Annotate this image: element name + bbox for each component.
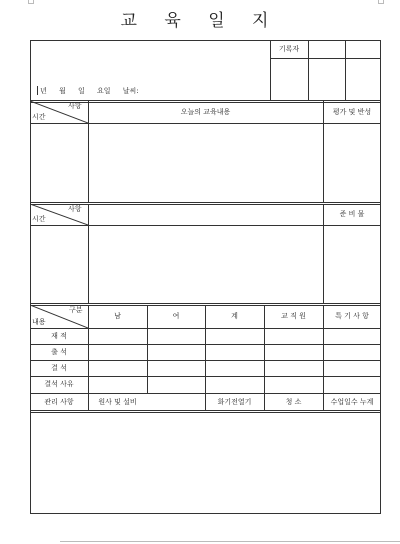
- management-class-days: 수업일수 누계: [330, 398, 374, 406]
- management-facilities: 원사 및 설비: [98, 398, 137, 406]
- section2-header-bottom: 시간: [32, 215, 46, 223]
- section1-header-top: 사항: [68, 102, 82, 110]
- section2-col-line: [323, 204, 324, 304]
- attendance-header-top: 구분: [69, 306, 83, 314]
- prep-header: 준 비 물: [339, 210, 365, 218]
- page-corner-mark: [378, 0, 384, 4]
- row-present: 출 석: [51, 348, 67, 356]
- section2-col-line: [88, 204, 89, 304]
- management-label: 관리 사항: [44, 398, 74, 406]
- footer-line: [60, 541, 400, 542]
- column-male: 남: [114, 312, 121, 320]
- section1-header-bottom: 시간: [32, 113, 46, 121]
- recorder-row-line: [270, 58, 381, 59]
- content-header: 오늘의 교육내용: [180, 108, 231, 116]
- attendance-header-bottom: 내용: [32, 318, 46, 326]
- column-total: 계: [231, 312, 238, 320]
- column-female: 여: [172, 312, 180, 320]
- eval-header: 평가 및 반성: [332, 108, 372, 116]
- date-marker: [37, 86, 38, 95]
- management-cleaning: 청 소: [285, 398, 302, 406]
- column-staff: 교 직 원: [281, 312, 306, 320]
- page-title: 교 육 일 지: [120, 11, 280, 31]
- recorder-divider: [345, 40, 346, 101]
- date-line: 년 월 일 요일 날씨:: [40, 87, 139, 95]
- column-notes: 특 기 사 항: [335, 312, 369, 320]
- page-corner-mark: [28, 0, 34, 4]
- section2-header-top: 사항: [68, 205, 82, 213]
- recorder-label: 기록자: [278, 45, 300, 53]
- row-absence-reason: 결석 사유: [44, 380, 74, 388]
- row-absent: 결 석: [51, 364, 67, 372]
- recorder-divider: [308, 40, 309, 101]
- row-enrolled: 재 적: [51, 332, 67, 340]
- section2-header-line: [30, 225, 381, 226]
- section1-header-line: [30, 123, 381, 124]
- management-heater: 화기전열기: [217, 398, 252, 406]
